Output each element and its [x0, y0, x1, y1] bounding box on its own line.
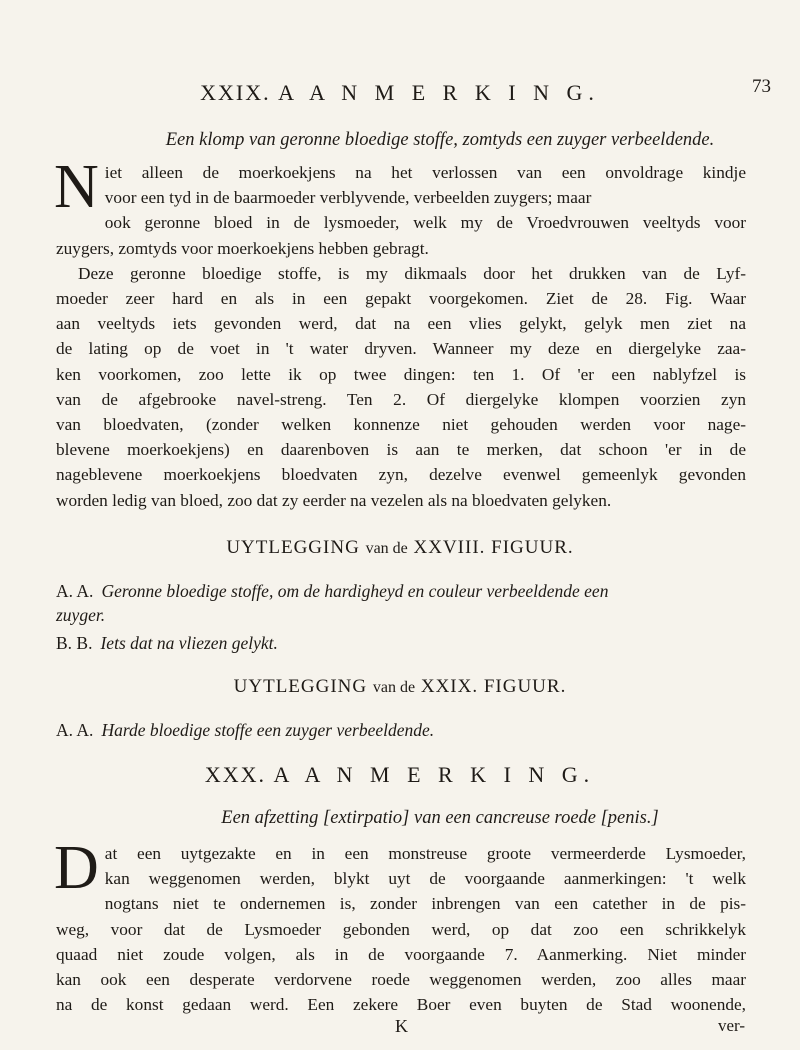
text-line: van de afgebrooke navel-streng. Ten 2. Of diergelyke klompen voorzien zyn — [56, 389, 746, 409]
text-line: voor een tyd in de baarmoeder verblyvende, verbeelden zuygers; maar — [104, 188, 592, 208]
explanation-heading-29 — [0, 676, 800, 698]
text-line: aan veeltyds iets gevonden werd, dat na een vlies gelykt, gelyk men ziet na — [56, 314, 746, 334]
explanation-figure: XXVIII. FIGUUR. — [413, 537, 574, 558]
annotation-heading-30 — [0, 762, 800, 788]
text-line: ook geronne bloed in de lysmoeder, welk my de Vroedvrouwen veeltyds voor — [104, 213, 746, 233]
legend-item — [56, 718, 746, 742]
text-line: van bloedvaten, (zonder welken konnenze niet gehouden werden voor nage- — [56, 415, 746, 435]
explanation-heading-28 — [0, 537, 800, 559]
annotation-heading-29 — [0, 80, 800, 106]
signature-mark: K — [395, 1016, 408, 1036]
text-line: quaad niet zoude volgen, als in de voorgaande 7. Aanmerking. Niet minder — [56, 944, 746, 964]
text-line: iet alleen de moerkoekjens na het verlossen van een onvoldrage kindje — [104, 163, 746, 182]
annotation-subtitle-29: Een klomp van geronne bloedige stoffe, zomtyds een zuyger verbeeldende. — [165, 130, 715, 150]
text-line: nogtans niet te ondernemen is, zonder inbrengen van een catether in de pis- — [104, 894, 746, 914]
legend-label: A. A. — [56, 581, 94, 601]
paragraph-1 — [54, 153, 746, 513]
text-line: ken voorkomen, zoo lette ik op twee dingen: ten 1. Of 'er een nablyfzel is — [56, 364, 746, 384]
text-line: kan weggenomen werden, blykt uyt de voorgaande aanmerkingen: 't welk — [104, 869, 746, 889]
text-line: zuygers, zomtyds voor moerkoekjens hebben gebragt. — [56, 238, 429, 258]
heading-word: A A N M E R K I N G. — [278, 80, 600, 105]
page-number: 73 — [752, 76, 771, 97]
catchword: ver- — [718, 1016, 746, 1035]
legend-item — [56, 631, 746, 655]
heading-roman-numeral: XXIX. — [200, 80, 271, 105]
annotation-subtitle-30: Een afzetting [extirpatio] van een cancreuse roede [penis.] — [221, 808, 659, 828]
legend-item — [56, 579, 746, 627]
legend-text: Geronne bloedige stoffe, om de hardigheyd en couleur verbeeldende een — [101, 581, 609, 601]
text-line: blevene moerkoekjens) en daarenboven is aan te merken, dat schoon 'er in de — [56, 440, 746, 460]
drop-capital: N — [54, 153, 99, 221]
legend-text-continued: zuyger. — [56, 605, 106, 625]
drop-capital: D — [54, 834, 99, 902]
text-line: worden ledig van bloed, zoo dat zy eerder na vezelen als na bloedvaten gelyken. — [56, 490, 612, 510]
heading-word: A A N M E R K I N G. — [273, 762, 596, 787]
explanation-title: UYTLEGGING — [233, 676, 368, 697]
legend-text: Harde bloedige stoffe een zuyger verbeeldende. — [101, 720, 435, 740]
text-line: na de konst gedaan werd. Een zekere Boer even buyten de Stad woonende, — [56, 995, 746, 1015]
text-line: moeder zeer hard en als in een gepakt voorgekomen. Ziet de 28. Fig. Waar — [56, 289, 746, 309]
explanation-of: van de — [365, 540, 408, 557]
legend-label: A. A. — [56, 720, 94, 740]
text-line: de lating op de voet in 't water dryven. Wanneer my deze en diergelyke zaa- — [56, 339, 746, 359]
text-line: nageblevene moerkoekjens bloedvaten zyn, dezelve evenwel gemeenlyk gevonden — [56, 465, 746, 485]
text-line: weg, voor dat de Lysmoeder gebonden werd, op dat zoo een schrikkelyk — [56, 919, 746, 939]
text-line: at een uytgezakte en in een monstreuse groote vermeerderde Lysmoeder, — [104, 844, 746, 863]
explanation-title: UYTLEGGING — [226, 537, 360, 558]
legend-label: B. B. — [56, 633, 93, 653]
text-line: Deze geronne bloedige stoffe, is my dikmaals door het drukken van de Lyf- — [78, 263, 746, 283]
heading-roman-numeral: XXX. — [204, 762, 266, 787]
legend-text: Iets dat na vliezen gelykt. — [100, 633, 278, 653]
text-line: kan ook een desperate verdorvene roede weggenomen werden, zoo alles maar — [56, 970, 746, 990]
paragraph-2 — [54, 834, 746, 1017]
explanation-of: van de — [372, 679, 416, 696]
explanation-figure: XXIX. FIGUUR. — [420, 676, 567, 697]
